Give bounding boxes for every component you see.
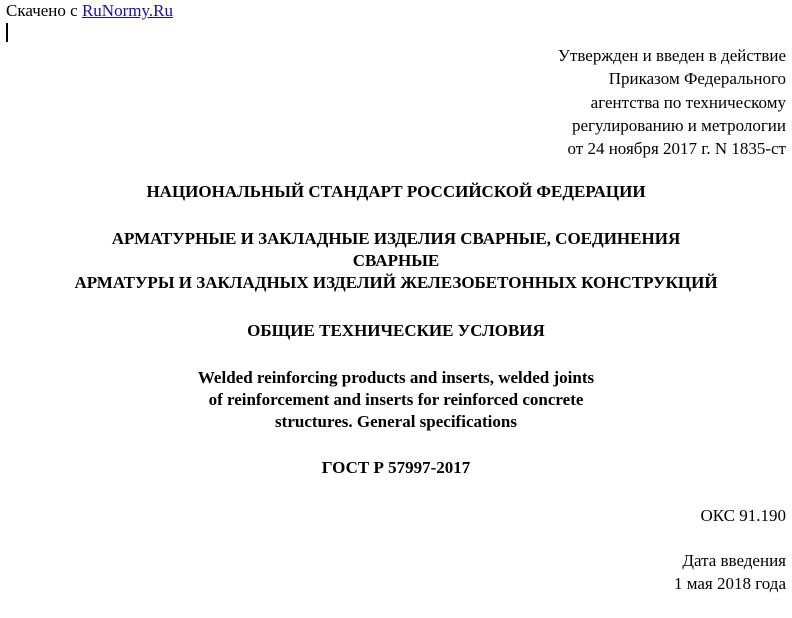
- approval-line: регулированию и метрологии: [571, 115, 786, 135]
- text-cursor: [6, 23, 8, 42]
- product-title-line: АРМАТУРНЫЕ И ЗАКЛАДНЫЕ ИЗДЕЛИЯ СВАРНЫЕ, СОЕДИНЕНИЯ: [111, 229, 681, 248]
- introduction-label: Дата введения: [682, 551, 786, 570]
- general-title: ОБЩИЕ ТЕХНИЧЕСКИЕ УСЛОВИЯ: [247, 321, 545, 340]
- source-link[interactable]: RuNormy.Ru: [81, 1, 173, 20]
- english-title: [0, 367, 792, 433]
- product-title: [0, 228, 792, 294]
- introduction-date-block: [674, 549, 786, 595]
- english-title-line: Welded reinforcing products and inserts, welded joints: [197, 368, 595, 387]
- source-prefix: Скачено с: [6, 1, 82, 20]
- english-title-line: of reinforcement and inserts for reinforced concrete: [208, 390, 584, 409]
- product-title-line: СВАРНЫЕ: [352, 251, 440, 270]
- english-title-line: structures. General specifications: [275, 412, 517, 431]
- product-title-line: АРМАТУРЫ И ЗАКЛАДНЫХ ИЗДЕЛИЙ ЖЕЛЕЗОБЕТОННЫХ КОНСТРУКЦИЙ: [74, 273, 718, 292]
- approval-block: [558, 44, 786, 160]
- approval-line: агентства по техническому: [590, 92, 786, 112]
- approval-line: Утвержден и введен в действие: [557, 46, 786, 65]
- introduction-date: 1 мая 2018 года: [673, 574, 786, 593]
- source-line: [6, 0, 173, 22]
- approval-line: Приказом Федерального: [608, 69, 786, 89]
- oks-code: ОКС 91.190: [700, 506, 786, 525]
- standard-title: НАЦИОНАЛЬНЫЙ СТАНДАРТ РОССИЙСКОЙ ФЕДЕРАЦИИ: [146, 182, 646, 201]
- gost-number: ГОСТ Р 57997-2017: [321, 458, 471, 477]
- approval-line: от 24 ноября 2017 г. N 1835-ст: [567, 139, 786, 159]
